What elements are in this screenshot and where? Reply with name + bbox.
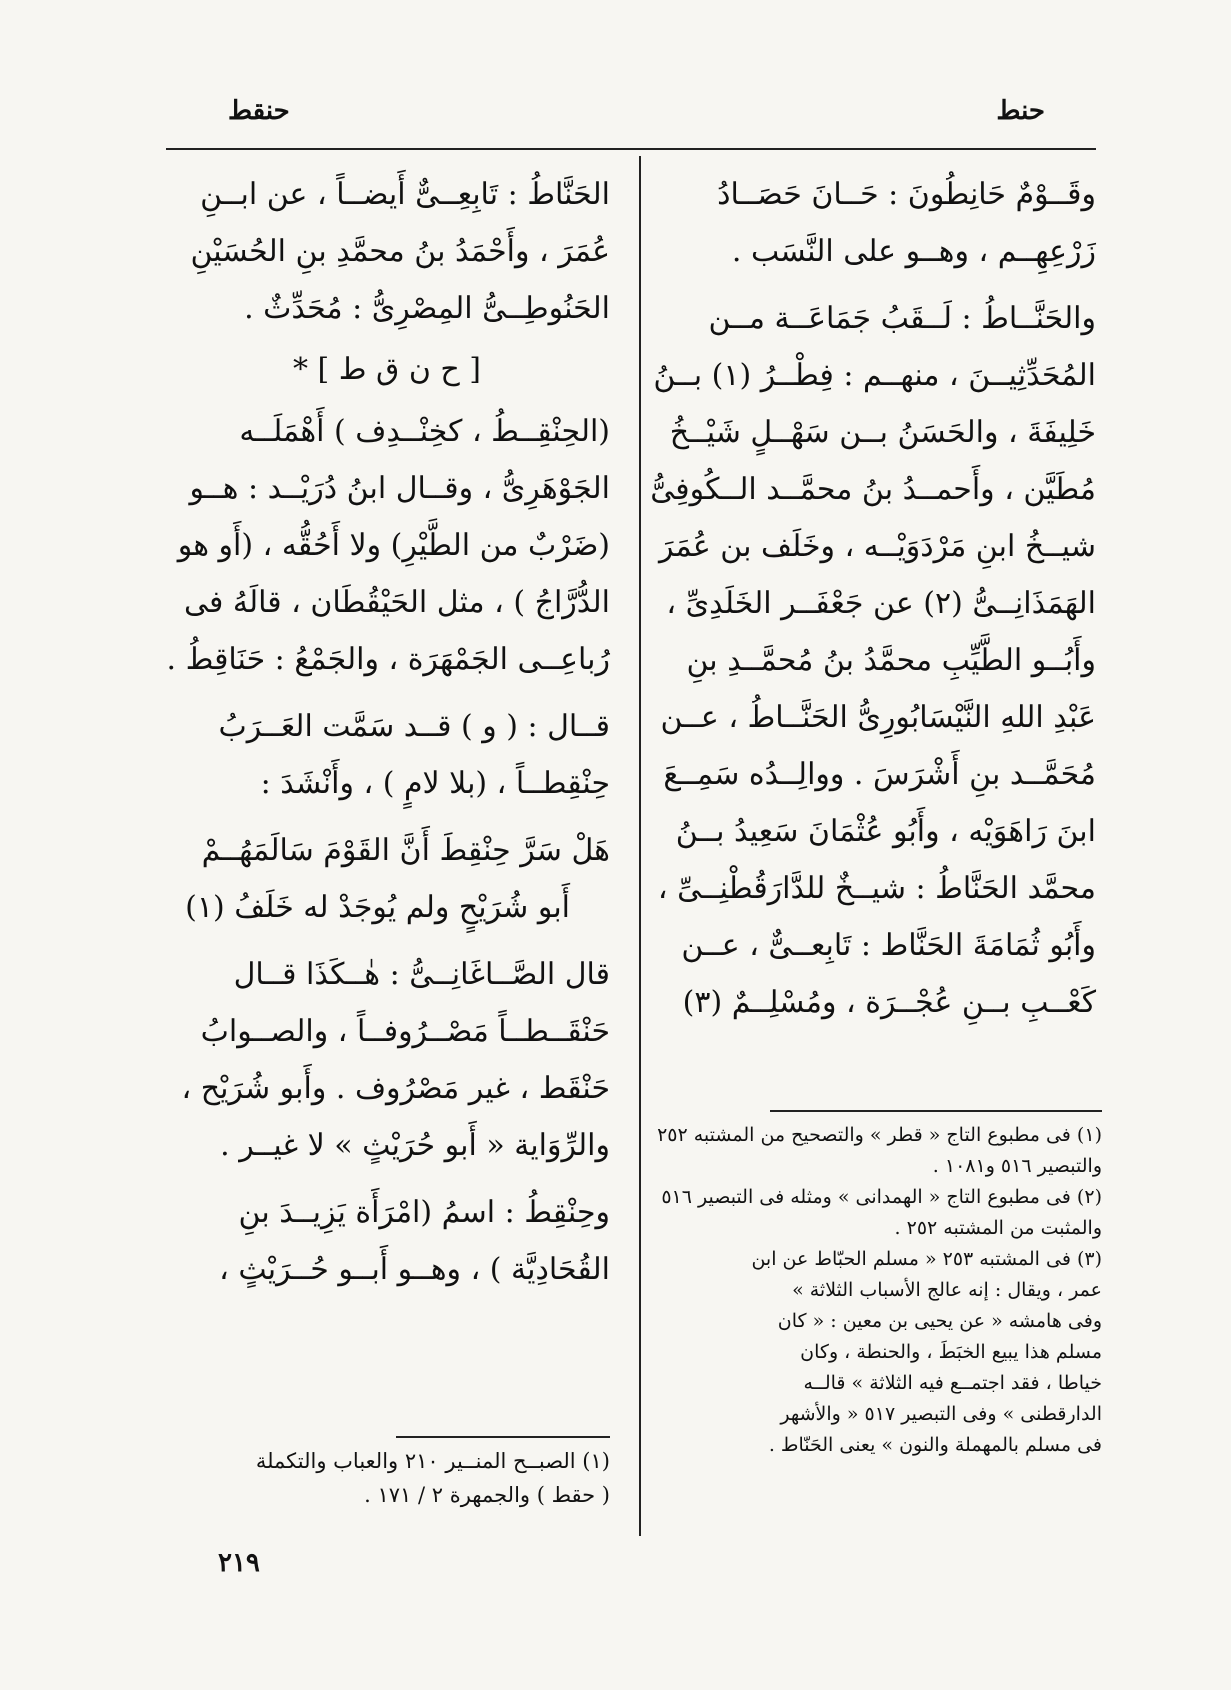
footnotes-left — [164, 1444, 610, 1512]
column-divider — [639, 156, 641, 1536]
text-line: عَبْدِ اللهِ النَّيْسَابُورِىُّ الحَنَّــاطُ ، عــن — [660, 700, 1096, 735]
footnote-line: (٣) فى المشتبه ٢٥٣ « مسلم الحبّاط عن ابن — [751, 1248, 1102, 1270]
text-line: الهَمَذَانِــىُّ (٢) عن جَعْفَــر الخَلَدِىِّ ، — [666, 586, 1096, 621]
verse-line: أَبو شُرَيْحٍ ولم يُوجَدْ له خَلَفُ (١) — [185, 890, 570, 925]
text-line: الحَنَّاطُ : تَابِعِــىٌّ أَيضــاً ، عن ابــنِ — [200, 177, 610, 212]
text-line: والرِّوَاية « أَبو حُرَيْثٍ » لا غيــر . — [220, 1128, 610, 1163]
footnote-line: (١) الصبــح المنــير ٢١٠ والعباب والتكملة — [255, 1449, 610, 1473]
text-line: شيــخُ ابنِ مَرْدَوَيْــه ، وخَلَف بن عُمَرَ — [658, 529, 1096, 564]
text-line: ابنَ رَاهَوَيْه ، وأَبُو عُثْمَانَ سَعِيدُ بــنُ — [675, 814, 1096, 849]
footnote-line: عمر ، ويقال : إنه عالج الأسباب الثلاثة » — [792, 1279, 1102, 1301]
footnote-line: فى مسلم بالمهملة والنون » يعنى الحَنّاط . — [768, 1434, 1102, 1456]
footnote-line: وفى هامشه « عن يحيى بن معين : « كان — [777, 1310, 1102, 1332]
text-line: الحَنُوطِــىُّ المِصْرِىُّ : مُحَدِّثٌ . — [244, 291, 610, 326]
text-line: مُطَيَّن ، وأَحمــدُ بنُ محمَّــد الــكُوفِىُّ — [650, 472, 1096, 507]
text-line: (ضَرْبٌ من الطَّيْرِ) ولا أَحُقُّه ، (أَو هو — [177, 528, 610, 563]
text-line: المُحَدِّثِيــنَ ، منهــم : فِطْــرُ (١) بــنُ — [653, 358, 1096, 393]
text-line: خَلِيفَةَ ، والحَسَنُ بــن سَهْــلٍ شَيْــخُ — [669, 415, 1096, 450]
footnote-line: (١) فى مطبوع التاج « قطر » والتصحيح من المشتبه ٢٥٢ — [657, 1124, 1102, 1146]
footnote-line: والتبصير ٥١٦ و١٠٨١ . — [932, 1155, 1102, 1177]
footnotes-right — [657, 1120, 1102, 1461]
text-line: القُحَادِيَّة ) ، وهــو أَبــو حُــرَيْثٍ ، — [219, 1252, 610, 1287]
footnote-line: (٢) فى مطبوع التاج « الهمدانى » ومثله فى التبصير ٥١٦ — [661, 1186, 1102, 1208]
text-line: قــال : ( و ) قــد سَمَّت العَــرَبُ — [218, 709, 610, 744]
text-line: وأَبُــو الطَّيِّبِ محمَّدُ بنُ مُحمَّــدِ بنِ — [686, 643, 1096, 678]
running-header-left: حنقط — [228, 96, 290, 126]
text-line: قال الصَّــاغَانِــىُّ : هٰــكَذَا قــال — [233, 957, 610, 992]
verse-line: هَلْ سَرَّ حِنْقِطَ أَنَّ القَوْمَ سَالَمَهُــمْ — [201, 833, 610, 868]
left-column — [164, 166, 610, 1298]
footnote-line: الدارقطنى » وفى التبصير ٥١٧ « والأشهر — [780, 1403, 1102, 1425]
text-line: (الحِنْقِــطُ ، كخِنْــدِف ) أَهْمَلَــه — [239, 414, 610, 449]
text-line: وقَــوْمٌ حَانِطُونَ : حَــانَ حَصَــادُ — [717, 177, 1096, 212]
footnote-line: خياطا ، فقد اجتمــع فيه الثلاثة » قالــه — [803, 1372, 1102, 1394]
text-line: كَعْــبِ بــنِ عُجْــرَة ، ومُسْلِــمٌ (٣) — [682, 985, 1096, 1020]
footnote-rule-left — [396, 1436, 610, 1438]
text-line: الدُّرَّاجُ ) ، مثل الحَيْقُطَان ، قالَهُ فى — [184, 585, 610, 620]
page-number: ٢١٩ — [218, 1548, 260, 1578]
footnote-rule-right — [770, 1110, 1102, 1112]
text-line: زَرْعِهِــم ، وهــو على النَّسَب . — [731, 234, 1096, 269]
text-line: والحَنَّــاطُ : لَــقَبُ جَمَاعَــة مــن — [708, 301, 1096, 336]
text-line: وحِنْقِطُ : اسمُ (امْرَأَة يَزِيــدَ بنِ — [238, 1195, 610, 1230]
text-line: مُحَمَّــد بنِ أَشْرَسَ . ووالِــدُه سَمِــعَ — [663, 757, 1096, 792]
text-line: حِنْقِطــاً ، (بلا لامٍ ) ، وأَنْشَدَ : — [260, 766, 610, 801]
footnote-line: مسلم هذا يبيع الخبَطَ ، والحنطة ، وكان — [800, 1341, 1102, 1363]
text-line: رُباعِــى الجَمْهَرَة ، والجَمْعُ : حَنَاقِطُ . — [166, 642, 610, 677]
entry-heading: [ ح ن ق ط ] * — [292, 352, 482, 387]
text-line: عُمَرَ ، وأَحْمَدُ بنُ محمَّدِ بنِ الحُسَيْنِ — [190, 234, 610, 269]
footnote-line: والمثبت من المشتبه ٢٥٢ . — [894, 1217, 1102, 1239]
footnote-line: ( حقط ) والجمهرة ٢ / ١٧١ . — [364, 1483, 610, 1507]
text-line: محمَّد الحَنَّاطُ : شيــخٌ للدَّارَقُطْنِــىِّ ، — [657, 871, 1096, 906]
right-column — [650, 166, 1096, 1031]
running-header-right: حنط — [996, 96, 1045, 126]
header-rule — [166, 148, 1096, 150]
text-line: وأَبُو ثُمَامَةَ الحَنَّاط : تَابِعــىٌّ ، عــن — [681, 928, 1096, 963]
text-line: الجَوْهَرِىُّ ، وقــال ابنُ دُرَيْــد : هــو — [189, 471, 610, 506]
text-line: حَنْقَــطــاً مَصْــرُوفــاً ، والصــوابُ — [200, 1014, 610, 1049]
text-line: حَنْقَط ، غير مَصْرُوف . وأَبو شُرَيْح ، — [181, 1071, 610, 1106]
